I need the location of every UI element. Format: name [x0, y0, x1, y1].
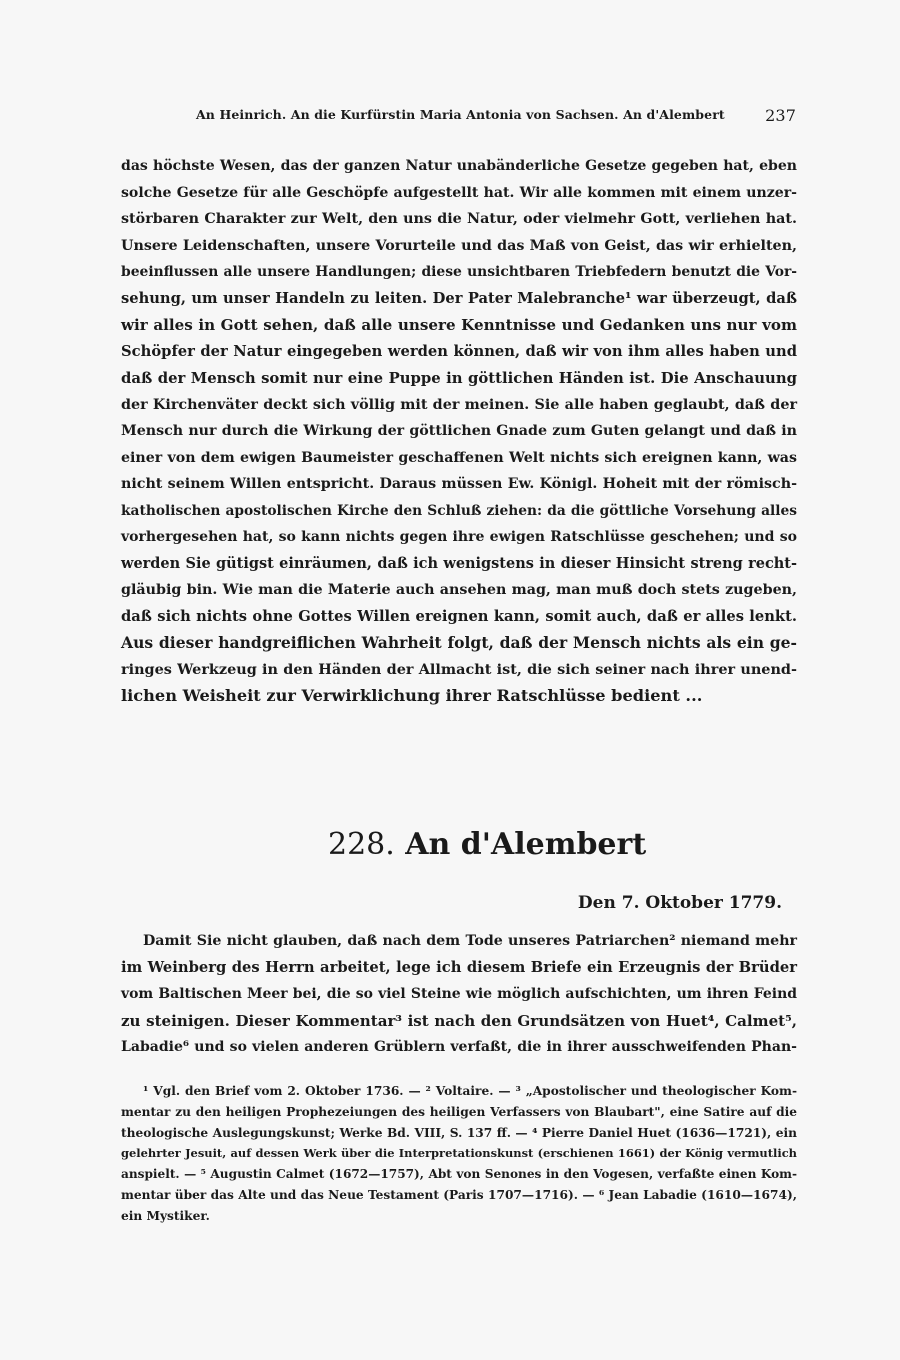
- text-line: Damit Sie nicht glauben, daß nach dem Tode unseres Patriarchen² niemand mehr: [143, 933, 797, 949]
- running-head-title: An Heinrich. An die Kurfürstin Maria Antonia von Sachsen. An d'Alembert: [196, 107, 725, 122]
- footnote-line: ein Mystiker.: [121, 1208, 210, 1223]
- letter-title: An d'Alembert: [405, 827, 647, 862]
- footnote-line: gelehrter Jesuit, auf dessen Werk über die Interpretationskunst (erschienen 1661) der König vermutlich: [121, 1146, 797, 1161]
- text-line: lichen Weisheit zur Verwirklichung ihrer Ratschlüsse bedient ...: [121, 686, 703, 705]
- text-line: Schöpfer der Natur eingegeben werden können, daß wir von ihm alles haben und: [121, 342, 797, 360]
- text-line: im Weinberg des Herrn arbeitet, lege ich diesem Briefe ein Erzeugnis der Brüder: [121, 958, 797, 976]
- text-line: das höchste Wesen, das der ganzen Natur unabänderliche Gesetze gegeben hat, eben: [121, 158, 797, 174]
- text-line: daß sich nichts ohne Gottes Willen ereignen kann, somit auch, daß er alles lenkt.: [121, 607, 797, 625]
- text-line: der Kirchenväter deckt sich völlig mit der meinen. Sie alle haben geglaubt, daß der: [121, 396, 797, 413]
- footnotes: [121, 1081, 797, 1227]
- text-line: sehung, um unser Handeln zu leiten. Der Pater Malebranche¹ war überzeugt, daß: [121, 289, 797, 307]
- footnote-line: ¹ Vgl. den Brief vom 2. Oktober 1736. — ² Voltaire. — ³ „Apostolischer und theologischer Kom-: [143, 1084, 797, 1098]
- text-line: gläubig bin. Wie man die Materie auch ansehen mag, man muß doch stets zugeben,: [121, 582, 797, 598]
- footnote-line: mentar zu den heiligen Prophezeiungen des heiligen Verfassers von Blaubart", eine Satire auf die: [121, 1104, 797, 1119]
- text-line: Mensch nur durch die Wirkung der göttlichen Gnade zum Guten gelangt und daß in: [121, 423, 797, 439]
- text-line: vom Baltischen Meer bei, die so viel Steine wie möglich aufschichten, um ihren Feind: [121, 986, 797, 1002]
- text-line: beeinflussen alle unsere Handlungen; diese unsichtbaren Triebfedern benutzt die Vor-: [121, 264, 797, 280]
- footnote-line: anspielt. — ⁵ Augustin Calmet (1672—1757), Abt von Senones in den Vogesen, verfaßte einen Kom-: [121, 1167, 797, 1182]
- letter-number: 228.: [328, 827, 395, 862]
- letter-text: [121, 928, 797, 1061]
- text-line: nicht seinem Willen entspricht. Daraus müssen Ew. Königl. Hoheit mit der römisch-: [121, 476, 797, 492]
- text-line: wir alles in Gott sehen, daß alle unsere Kenntnisse und Gedanken uns nur vom: [121, 316, 797, 334]
- text-line: Unsere Leidenschaften, unsere Vorurteile und das Maß von Geist, das wir erhielten,: [121, 237, 797, 254]
- text-line: Aus dieser handgreiflichen Wahrheit folgt, daß der Mensch nichts als ein ge-: [121, 633, 797, 652]
- text-line: katholischen apostolischen Kirche den Schluß ziehen: da die göttliche Vorsehung alles: [121, 502, 797, 519]
- letter-heading: [328, 827, 646, 862]
- text-line: ringes Werkzeug in den Händen der Allmacht ist, die sich seiner nach ihrer unend-: [121, 660, 797, 678]
- text-line: störbaren Charakter zur Welt, den uns die Natur, oder vielmehr Gott, verliehen hat.: [121, 211, 797, 227]
- text-line: zu steinigen. Dieser Kommentar³ ist nach den Grundsätzen von Huet⁴, Calmet⁵,: [121, 1011, 797, 1030]
- text-line: daß der Mensch somit nur eine Puppe in göttlichen Händen ist. Die Anschauung: [121, 369, 797, 387]
- text-line: einer von dem ewigen Baumeister geschaffenen Welt nichts sich ereignen kann, was: [121, 449, 797, 466]
- previous-letter-text: [121, 153, 797, 710]
- text-line: werden Sie gütigst einräumen, daß ich wenigstens in dieser Hinsicht streng recht-: [121, 554, 797, 572]
- letter-date: Den 7. Oktober 1779.: [577, 893, 782, 913]
- text-line: Labadie⁶ und so vielen anderen Grüblern verfaßt, die in ihrer ausschweifenden Phan-: [121, 1039, 797, 1055]
- footnote-line: theologische Auslegungskunst; Werke Bd. VIII, S. 137 ff. — ⁴ Pierre Daniel Huet (1636—1721), ein: [121, 1125, 797, 1140]
- footnote-line: mentar über das Alte und das Neue Testament (Paris 1707—1716). — ⁶ Jean Labadie (1610—1674),: [121, 1187, 797, 1202]
- text-line: solche Gesetze für alle Geschöpfe aufgestellt hat. Wir alle kommen mit einem unzer-: [121, 184, 797, 201]
- text-line: vorhergesehen hat, so kann nichts gegen ihre ewigen Ratschlüsse geschehen; und so: [121, 529, 797, 545]
- page-number: 237: [765, 106, 796, 125]
